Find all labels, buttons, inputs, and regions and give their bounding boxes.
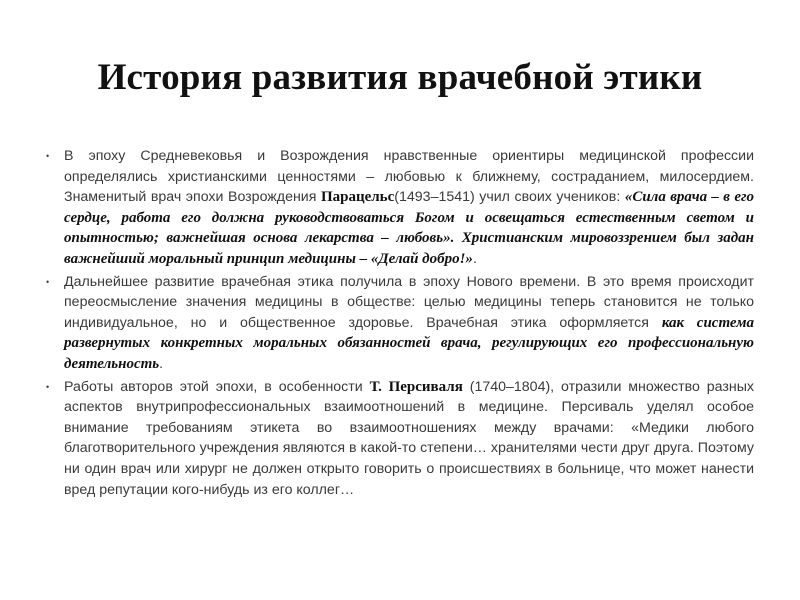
- slide-title: История развития врачебной этики: [97, 57, 703, 98]
- bullet-text: (1493–1541) учил своих учеников:: [394, 189, 625, 206]
- bullet-text: Работы авторов этой эпохи, в особенности: [64, 378, 370, 395]
- slide-content: [44, 146, 754, 502]
- bullet-text: В эпоху Средневековья и Возрождения нравственные ориентиры медицинской профессии определялись христианскими ценностями – любовью к ближнему, состраданием, милосердием. Знаменитый врач эпохи Возрождения: [64, 148, 754, 206]
- quote-text: как система развернутых конкретных моральных обязанностей врача, регулирующих его профессиональную деятельность: [64, 314, 754, 372]
- bullet-text: (1740–1804), отразили множество разных аспектов внутрипрофессиональных взаимоотношений в медицине. Персиваль уделял особое внимание требованиям этикета во взаимоотношениях между врачами: «Медики любого благотворительного учреждения являются в какой-то степени… хранителями чести друг друга. Поэтому ни один врач или хирург не должен открыто говорить о происшествиях в больнице, что может нанести вред репутации кого-нибудь из его коллег…: [64, 378, 754, 498]
- person-name: Т. Персиваля: [369, 378, 463, 395]
- quote-text: «Сила врача – в его сердце, работа его должна руководствоваться Богом и освещаться естественным светом и опытностью; важнейшая основа лекарства – любовь». Христианским мировоззрением был задан важнейший моральный принцип медицины – «Делай добро!»: [64, 189, 755, 267]
- bullet-item-3: [44, 377, 754, 501]
- bullet-text: .: [159, 355, 164, 372]
- bullet-item-1: [44, 146, 754, 270]
- bullet-text: Дальнейшее развитие врачебная этика получила в эпоху Нового времени. В это время происходит переосмысление значения медицины в обществе: целью медицины теперь становится не только индивидуальное, но и общественное здоровье. Врачебная этика оформляется: [64, 273, 754, 331]
- bullet-marker: •: [46, 381, 50, 392]
- bullet-marker: •: [46, 151, 50, 161]
- bullet-item-2: [44, 272, 754, 375]
- bullet-text: .: [472, 250, 477, 267]
- person-name: Парацельс: [320, 189, 395, 206]
- bullet-marker: •: [46, 276, 50, 287]
